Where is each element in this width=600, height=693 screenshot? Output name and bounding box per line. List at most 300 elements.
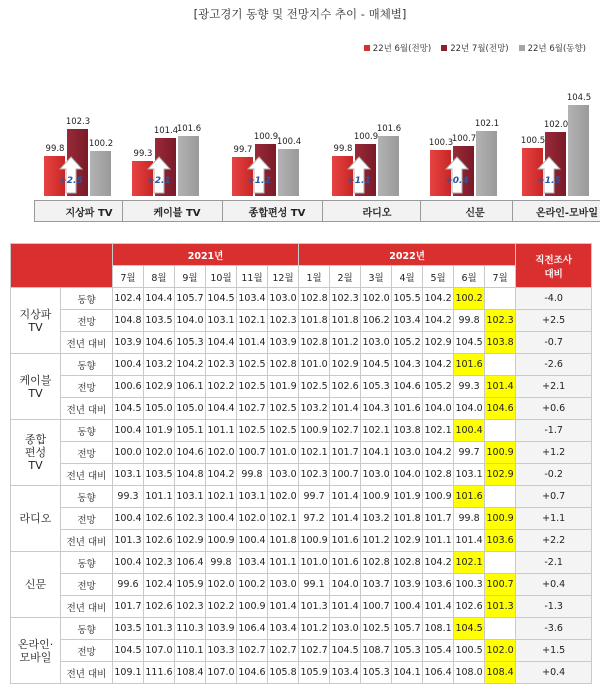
- change-cell: +2.1: [516, 376, 592, 398]
- value-cell: 103.2: [144, 354, 175, 376]
- table-row: [11, 442, 592, 464]
- group-label-line: 라디오: [19, 512, 52, 525]
- row-label: 동향: [61, 288, 113, 310]
- value-cell: 105.9: [299, 662, 330, 684]
- table-row: [11, 376, 592, 398]
- value-cell: 106.2: [361, 310, 392, 332]
- row-label: 전망: [61, 640, 113, 662]
- change-cell: -2.6: [516, 354, 592, 376]
- data-label: 101.4: [153, 126, 179, 137]
- value-cell: 103.5: [144, 310, 175, 332]
- value-cell: [485, 552, 516, 574]
- value-cell: 102.5: [237, 420, 268, 442]
- value-cell: 104.2: [423, 442, 454, 464]
- value-cell: 100.2: [454, 288, 485, 310]
- value-cell: 99.8: [206, 552, 237, 574]
- bar-panel: [330, 66, 422, 226]
- value-cell: 102.6: [330, 376, 361, 398]
- change-header-line: 대비: [544, 268, 563, 280]
- change-cell: +0.7: [516, 486, 592, 508]
- value-cell: 103.9: [268, 332, 299, 354]
- value-cell: 104.2: [206, 464, 237, 486]
- value-cell: 102.8: [361, 552, 392, 574]
- value-cell: 102.3: [330, 288, 361, 310]
- value-cell: 107.0: [206, 662, 237, 684]
- value-cell: 101.4: [485, 376, 516, 398]
- table-row: [11, 530, 592, 552]
- value-cell: 102.3: [206, 354, 237, 376]
- value-cell: 105.2: [392, 332, 423, 354]
- value-cell: 99.8: [454, 508, 485, 530]
- value-cell: 105.8: [268, 662, 299, 684]
- value-cell: 101.8: [330, 310, 361, 332]
- value-cell: 102.0: [206, 442, 237, 464]
- value-cell: 104.5: [330, 640, 361, 662]
- bar-panel: [230, 66, 322, 226]
- value-cell: 102.3: [175, 596, 206, 618]
- value-cell: 104.1: [392, 662, 423, 684]
- value-cell: 99.1: [299, 574, 330, 596]
- row-label: 전년 대비: [61, 398, 113, 420]
- value-cell: 104.4: [144, 288, 175, 310]
- category-label: 지상파 TV: [34, 200, 144, 222]
- value-cell: 103.6: [485, 530, 516, 552]
- value-cell: 102.3: [144, 552, 175, 574]
- value-cell: 105.3: [361, 662, 392, 684]
- table-row: [11, 420, 592, 442]
- row-label: 전년 대비: [61, 464, 113, 486]
- value-cell: 105.5: [392, 288, 423, 310]
- value-cell: 105.7: [392, 618, 423, 640]
- value-cell: 101.0: [268, 442, 299, 464]
- category-label: 라디오: [322, 200, 432, 222]
- value-cell: 110.1: [175, 640, 206, 662]
- value-cell: 99.7: [454, 442, 485, 464]
- legend-item: [364, 42, 431, 54]
- value-cell: 103.0: [361, 332, 392, 354]
- value-cell: 102.8: [268, 354, 299, 376]
- value-cell: 105.2: [423, 376, 454, 398]
- value-cell: 101.6: [454, 354, 485, 376]
- value-cell: 101.2: [361, 530, 392, 552]
- value-cell: 104.4: [206, 332, 237, 354]
- value-cell: 102.4: [113, 288, 144, 310]
- data-label: 102.3: [65, 116, 91, 127]
- month-header: 7월: [113, 266, 144, 288]
- value-cell: 102.5: [268, 398, 299, 420]
- value-cell: 103.5: [144, 464, 175, 486]
- month-header: 4월: [392, 266, 423, 288]
- value-cell: 102.1: [361, 420, 392, 442]
- month-header: 2월: [330, 266, 361, 288]
- value-cell: 101.3: [113, 530, 144, 552]
- value-cell: 108.7: [361, 640, 392, 662]
- value-cell: 103.0: [268, 464, 299, 486]
- value-cell: 102.6: [454, 596, 485, 618]
- group-label-line: 온라인·: [17, 637, 54, 651]
- data-label: 101.6: [176, 124, 202, 135]
- delta-label: +0.4: [445, 176, 469, 186]
- value-cell: 104.0: [454, 398, 485, 420]
- value-cell: 102.0: [361, 288, 392, 310]
- value-cell: 108.0: [454, 662, 485, 684]
- value-cell: 103.5: [113, 618, 144, 640]
- value-cell: 99.6: [113, 574, 144, 596]
- month-header: 10월: [206, 266, 237, 288]
- value-cell: 101.7: [113, 596, 144, 618]
- value-cell: 104.2: [423, 310, 454, 332]
- value-cell: 101.4: [423, 596, 454, 618]
- value-cell: 105.9: [175, 574, 206, 596]
- value-cell: 101.8: [392, 508, 423, 530]
- group-label-line: 지상파: [19, 307, 52, 321]
- value-cell: 105.0: [144, 398, 175, 420]
- value-cell: 101.7: [330, 442, 361, 464]
- value-cell: 102.0: [144, 442, 175, 464]
- value-cell: 101.4: [237, 332, 268, 354]
- value-cell: 104.5: [113, 398, 144, 420]
- row-label: 전망: [61, 574, 113, 596]
- change-cell: +1.5: [516, 640, 592, 662]
- up-arrow-icon: [347, 156, 371, 194]
- value-cell: 100.9: [361, 486, 392, 508]
- change-cell: +0.4: [516, 662, 592, 684]
- month-header: 9월: [175, 266, 206, 288]
- plot-area: [330, 66, 422, 196]
- value-cell: 100.4: [113, 420, 144, 442]
- legend-label: 22년 6월(전망): [372, 44, 432, 54]
- value-cell: 102.8: [392, 552, 423, 574]
- month-header: 8월: [144, 266, 175, 288]
- value-cell: 104.5: [206, 288, 237, 310]
- group-label: [11, 354, 61, 420]
- value-cell: 101.1: [144, 486, 175, 508]
- data-label: 100.4: [276, 137, 302, 148]
- value-cell: 109.1: [113, 662, 144, 684]
- value-cell: 104.3: [392, 354, 423, 376]
- value-cell: 102.1: [423, 420, 454, 442]
- value-cell: 100.6: [113, 376, 144, 398]
- value-cell: 101.8: [268, 530, 299, 552]
- table-row: [11, 486, 592, 508]
- value-cell: 103.1: [454, 464, 485, 486]
- value-cell: 103.9: [113, 332, 144, 354]
- table-row: [11, 618, 592, 640]
- value-cell: 103.0: [392, 442, 423, 464]
- value-cell: 100.7: [361, 596, 392, 618]
- value-cell: 103.4: [330, 662, 361, 684]
- value-cell: 104.8: [175, 464, 206, 486]
- value-cell: 108.4: [175, 662, 206, 684]
- value-cell: 103.8: [392, 420, 423, 442]
- value-cell: 102.1: [237, 310, 268, 332]
- value-cell: 101.6: [330, 530, 361, 552]
- value-cell: 102.5: [361, 618, 392, 640]
- value-cell: 101.3: [144, 618, 175, 640]
- value-cell: 102.3: [299, 464, 330, 486]
- value-cell: 102.3: [175, 508, 206, 530]
- group-label-line: TV: [28, 320, 43, 334]
- year-header: 2022년: [299, 244, 516, 266]
- value-cell: 101.0: [299, 354, 330, 376]
- group-label-line: 편성: [24, 446, 47, 459]
- up-arrow-icon: [147, 156, 171, 194]
- legend-swatch: [364, 45, 370, 51]
- group-label-line: TV: [28, 386, 43, 400]
- change-cell: +2.5: [516, 310, 592, 332]
- value-cell: 104.8: [113, 310, 144, 332]
- value-cell: 104.2: [423, 354, 454, 376]
- data-label: 99.7: [233, 144, 253, 155]
- change-cell: -4.0: [516, 288, 592, 310]
- value-cell: 103.6: [423, 574, 454, 596]
- bar: [90, 151, 111, 196]
- group-label-line: 모바일: [19, 650, 52, 664]
- group-label-line: 종합: [24, 433, 47, 446]
- plot-area: [42, 66, 134, 196]
- value-cell: 102.7: [299, 640, 330, 662]
- value-cell: 104.5: [113, 640, 144, 662]
- value-cell: 104.0: [175, 310, 206, 332]
- month-header: 11월: [237, 266, 268, 288]
- value-cell: 100.4: [392, 596, 423, 618]
- change-header-line: 직전조사: [535, 254, 573, 266]
- row-label: 전망: [61, 442, 113, 464]
- value-cell: 106.4: [423, 662, 454, 684]
- value-cell: 102.1: [299, 442, 330, 464]
- value-cell: 101.3: [299, 596, 330, 618]
- header-row: [11, 244, 592, 266]
- value-cell: 100.9: [237, 596, 268, 618]
- value-cell: 102.3: [268, 310, 299, 332]
- row-label: 동향: [61, 420, 113, 442]
- data-label: 100.9: [253, 131, 279, 142]
- legend-label: 22년 7월(전망): [450, 44, 509, 54]
- table-row: [11, 508, 592, 530]
- delta-label: +2.5: [59, 176, 83, 186]
- value-cell: 102.0: [206, 574, 237, 596]
- row-label: 전년 대비: [61, 662, 113, 684]
- value-cell: 100.2: [237, 574, 268, 596]
- value-cell: 104.4: [206, 398, 237, 420]
- value-cell: 101.3: [485, 596, 516, 618]
- value-cell: 103.1: [113, 464, 144, 486]
- bar: [568, 105, 589, 196]
- change-cell: +1.2: [516, 442, 592, 464]
- group-label: [11, 420, 61, 486]
- value-cell: 103.4: [237, 552, 268, 574]
- value-cell: 105.3: [361, 376, 392, 398]
- value-cell: 104.0: [330, 574, 361, 596]
- value-cell: 105.1: [175, 420, 206, 442]
- value-cell: 99.8: [454, 310, 485, 332]
- chart-title: [광고경기 동향 및 전망지수 추이 - 매체별]: [193, 7, 407, 21]
- bar-panel: [428, 66, 520, 226]
- value-cell: 100.4: [113, 508, 144, 530]
- value-cell: 111.6: [144, 662, 175, 684]
- value-cell: 103.9: [392, 574, 423, 596]
- value-cell: 100.7: [330, 464, 361, 486]
- value-cell: 101.4: [268, 596, 299, 618]
- value-cell: 102.7: [268, 640, 299, 662]
- value-cell: 99.7: [299, 486, 330, 508]
- group-label: [11, 618, 61, 684]
- value-cell: 105.7: [175, 288, 206, 310]
- plot-area: [130, 66, 222, 196]
- value-cell: 104.6: [392, 376, 423, 398]
- value-cell: 100.9: [299, 530, 330, 552]
- value-cell: 103.2: [361, 508, 392, 530]
- value-cell: 105.3: [175, 332, 206, 354]
- legend: [364, 42, 586, 54]
- change-cell: +1.1: [516, 508, 592, 530]
- value-cell: 100.4: [206, 508, 237, 530]
- delta-label: +1.2: [247, 176, 271, 186]
- value-cell: 99.3: [454, 376, 485, 398]
- value-cell: 97.2: [299, 508, 330, 530]
- value-cell: 104.5: [454, 618, 485, 640]
- value-cell: 103.4: [268, 618, 299, 640]
- value-cell: 105.0: [175, 398, 206, 420]
- category-label: 신문: [420, 200, 530, 222]
- change-cell: -0.2: [516, 464, 592, 486]
- month-header: 5월: [423, 266, 454, 288]
- data-label: 101.6: [376, 124, 402, 135]
- group-label-line: 케이블: [19, 373, 52, 387]
- change-cell: -1.3: [516, 596, 592, 618]
- value-cell: 102.9: [485, 464, 516, 486]
- value-cell: 108.4: [485, 662, 516, 684]
- value-cell: 103.4: [237, 288, 268, 310]
- value-cell: 100.4: [113, 354, 144, 376]
- value-cell: 101.4: [454, 530, 485, 552]
- month-header: 3월: [361, 266, 392, 288]
- up-arrow-icon: [247, 156, 271, 194]
- bar: [178, 136, 199, 196]
- value-cell: [485, 420, 516, 442]
- value-cell: 103.1: [175, 486, 206, 508]
- plot-area: [230, 66, 322, 196]
- value-cell: 101.0: [299, 552, 330, 574]
- value-cell: 104.6: [144, 332, 175, 354]
- category-label: 케이블 TV: [122, 200, 232, 222]
- value-cell: 104.5: [361, 354, 392, 376]
- change-cell: -1.7: [516, 420, 592, 442]
- data-label: 100.5: [520, 136, 546, 147]
- row-label: 동향: [61, 552, 113, 574]
- value-cell: [485, 618, 516, 640]
- value-cell: 102.8: [299, 288, 330, 310]
- bar-panel: [520, 66, 600, 226]
- value-cell: 103.1: [206, 310, 237, 332]
- value-cell: 102.1: [268, 508, 299, 530]
- legend-item: [519, 42, 586, 54]
- value-cell: 102.4: [144, 574, 175, 596]
- value-cell: 101.7: [423, 508, 454, 530]
- value-cell: 100.9: [299, 420, 330, 442]
- group-label: [11, 486, 61, 552]
- up-arrow-icon: [445, 156, 469, 194]
- value-cell: 101.8: [299, 310, 330, 332]
- value-cell: 104.3: [361, 398, 392, 420]
- value-cell: 102.3: [485, 310, 516, 332]
- value-cell: 104.0: [423, 398, 454, 420]
- value-cell: 102.5: [268, 420, 299, 442]
- plot-area: [428, 66, 520, 196]
- bar: [378, 136, 399, 196]
- data-label: 99.3: [133, 148, 153, 159]
- value-cell: 99.8: [237, 464, 268, 486]
- row-label: 전년 대비: [61, 596, 113, 618]
- table-row: [11, 354, 592, 376]
- value-cell: 104.6: [175, 442, 206, 464]
- value-cell: 102.0: [237, 508, 268, 530]
- delta-label: +1.5: [537, 176, 561, 186]
- value-cell: 101.9: [144, 420, 175, 442]
- value-cell: 102.9: [423, 332, 454, 354]
- value-cell: 103.8: [485, 332, 516, 354]
- value-cell: 104.0: [392, 464, 423, 486]
- data-label: 102.0: [543, 120, 569, 131]
- value-cell: 102.7: [330, 420, 361, 442]
- table-row: [11, 574, 592, 596]
- value-cell: 104.6: [237, 662, 268, 684]
- value-cell: 102.0: [268, 486, 299, 508]
- value-cell: 101.6: [392, 398, 423, 420]
- group-label-line: TV: [28, 459, 43, 472]
- value-cell: 102.5: [299, 376, 330, 398]
- value-cell: 102.7: [237, 398, 268, 420]
- value-cell: 101.4: [330, 486, 361, 508]
- value-cell: 101.6: [454, 486, 485, 508]
- value-cell: 104.2: [423, 552, 454, 574]
- value-cell: 102.2: [206, 376, 237, 398]
- value-cell: 102.7: [237, 640, 268, 662]
- value-cell: 101.9: [392, 486, 423, 508]
- plot-area: [520, 66, 600, 196]
- bar-panel: [130, 66, 222, 226]
- value-cell: 110.3: [175, 618, 206, 640]
- value-cell: 102.6: [144, 596, 175, 618]
- data-label: 99.8: [45, 143, 65, 154]
- table-row: [11, 552, 592, 574]
- up-arrow-icon: [59, 156, 83, 194]
- table-row: [11, 596, 592, 618]
- change-cell: -3.6: [516, 618, 592, 640]
- row-label: 전년 대비: [61, 530, 113, 552]
- value-cell: [485, 288, 516, 310]
- value-cell: 107.0: [144, 640, 175, 662]
- data-label: 104.5: [566, 93, 592, 104]
- value-cell: 104.2: [175, 354, 206, 376]
- group-label: [11, 552, 61, 618]
- value-cell: 105.4: [423, 640, 454, 662]
- value-cell: 101.1: [206, 420, 237, 442]
- data-label: 100.7: [451, 133, 477, 144]
- value-cell: 102.9: [392, 530, 423, 552]
- value-cell: 100.9: [485, 508, 516, 530]
- value-cell: 103.9: [206, 618, 237, 640]
- value-cell: 101.2: [299, 618, 330, 640]
- value-cell: 101.4: [330, 508, 361, 530]
- value-cell: 106.4: [175, 552, 206, 574]
- table-row: [11, 640, 592, 662]
- value-cell: 103.3: [206, 640, 237, 662]
- value-cell: 100.4: [237, 530, 268, 552]
- table-row: [11, 310, 592, 332]
- data-label: 102.1: [474, 118, 500, 129]
- value-cell: 102.5: [237, 354, 268, 376]
